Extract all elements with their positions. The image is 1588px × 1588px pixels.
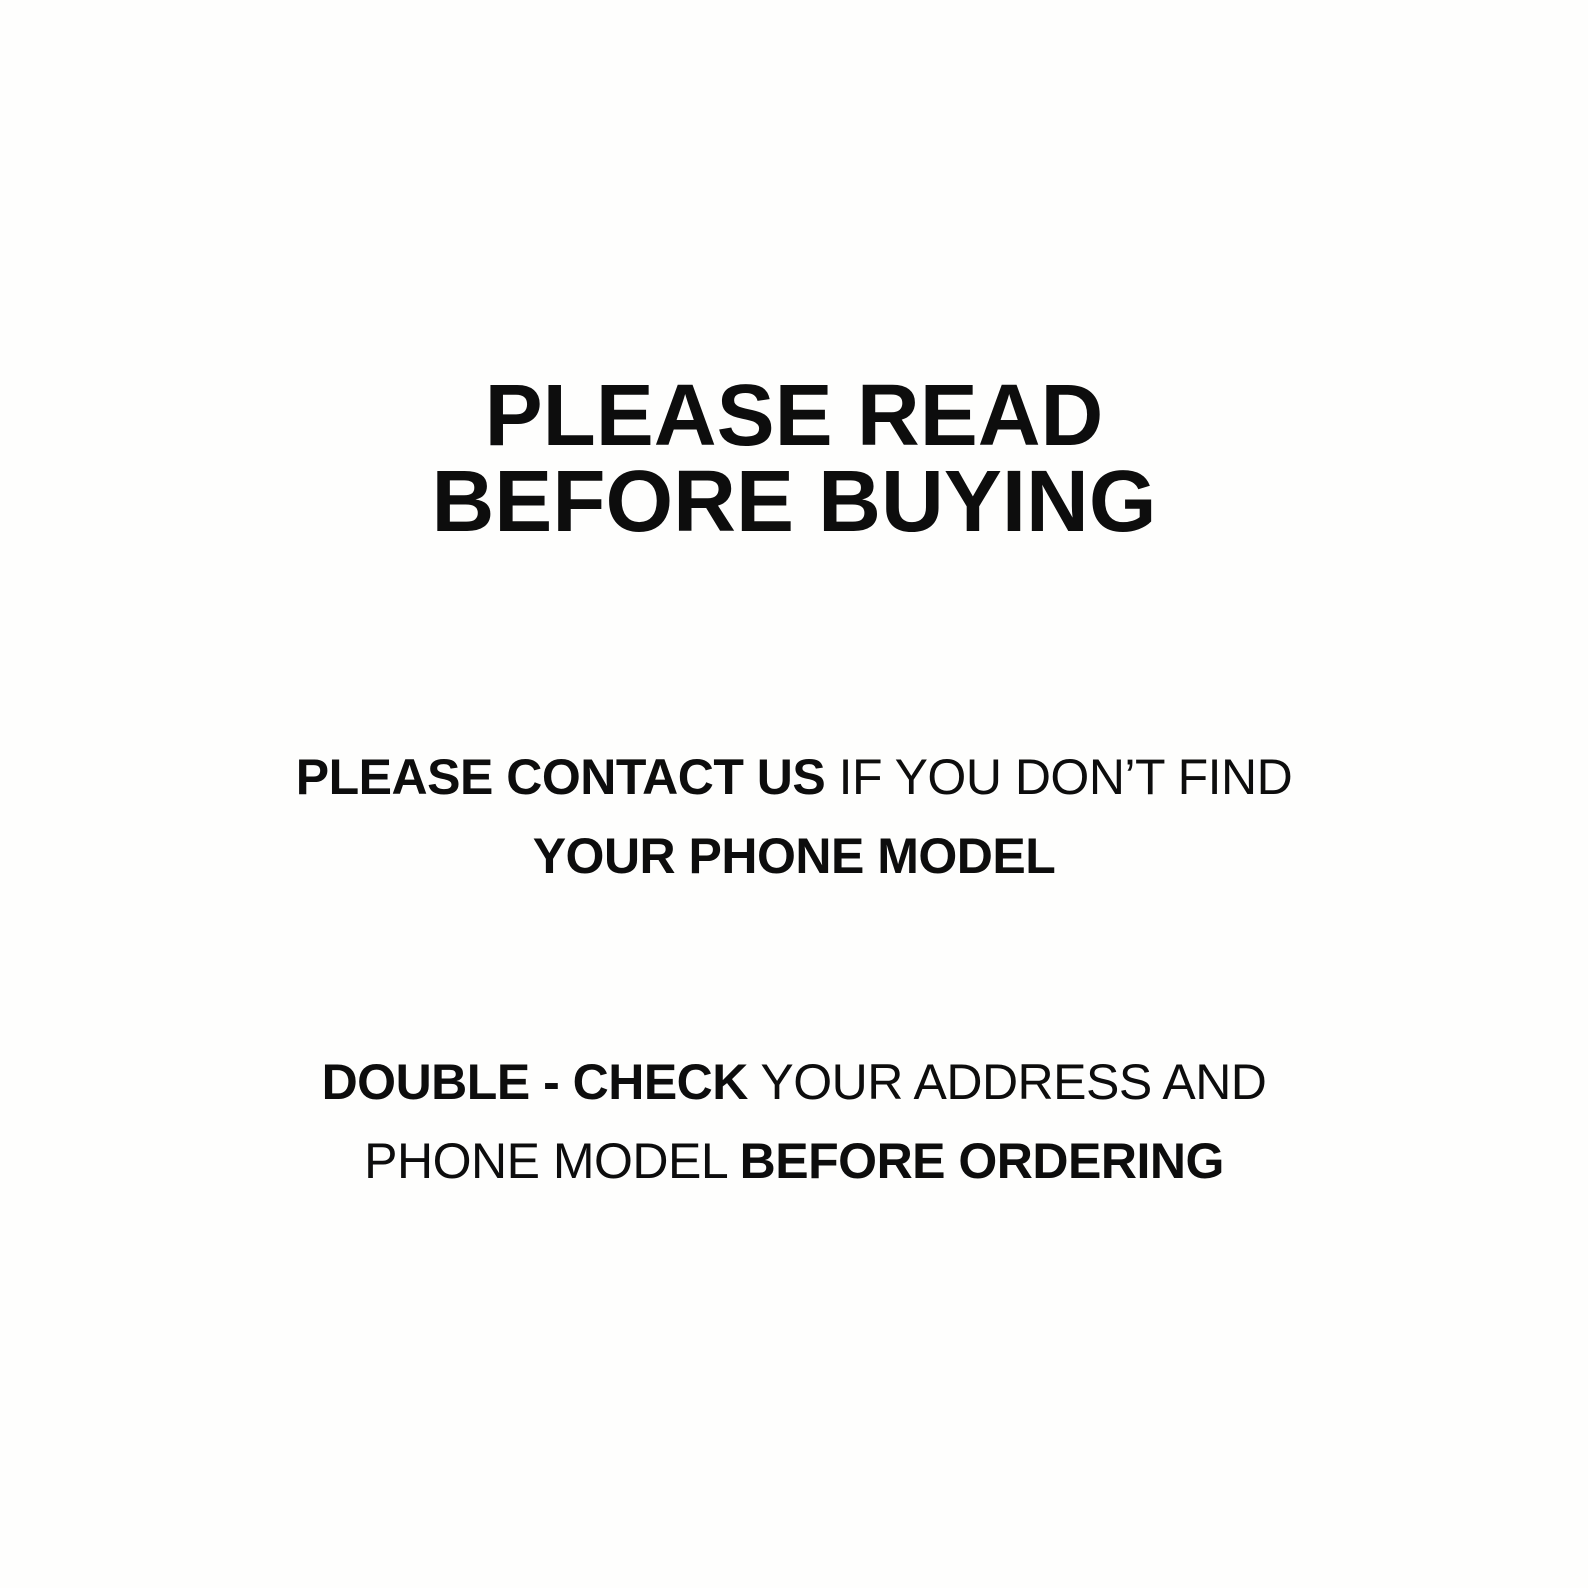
title-line-2: BEFORE BUYING — [431, 453, 1157, 550]
check-notice-line-1 — [0, 1043, 1588, 1122]
contact-notice-line-1 — [0, 738, 1588, 817]
contact-notice-text: IF YOU DON’T FIND — [825, 749, 1293, 805]
contact-notice — [0, 738, 1588, 896]
check-notice-emphasis: DOUBLE - CHECK — [321, 1054, 748, 1110]
page-title — [0, 367, 1588, 550]
contact-notice-emphasis: PLEASE CONTACT US — [295, 749, 826, 805]
check-notice-emphasis-2: BEFORE ORDERING — [739, 1133, 1224, 1189]
contact-notice-line-2: YOUR PHONE MODEL — [532, 828, 1056, 884]
check-notice — [0, 1043, 1588, 1201]
title-line-1: PLEASE READ — [484, 367, 1104, 464]
check-notice-text: YOUR ADDRESS AND — [747, 1054, 1267, 1110]
check-notice-text-2: PHONE MODEL — [364, 1133, 740, 1189]
check-notice-line-2 — [0, 1122, 1588, 1201]
